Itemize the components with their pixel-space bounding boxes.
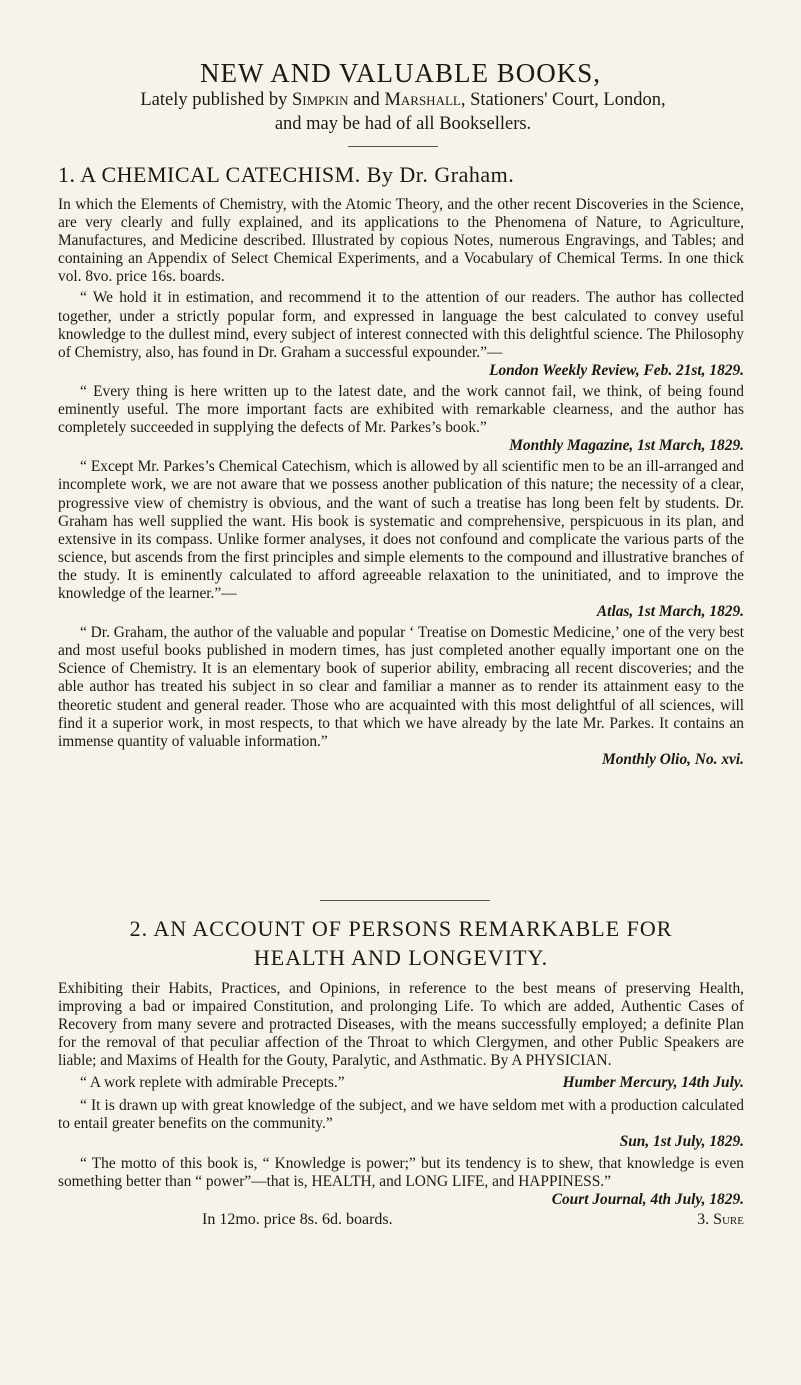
- publisher-line-2: and may be had of all Booksellers.: [274, 114, 532, 134]
- divider: [348, 146, 438, 147]
- publisher-line: [58, 88, 748, 136]
- catchword: 3. Sure: [697, 1211, 744, 1229]
- review-text: “ It is drawn up with great knowledge of the subject, and we have seldom met with a production calculated to entail greater benefits on the community.”: [58, 1096, 744, 1132]
- book-1-review-1: [58, 289, 744, 379]
- book-2-heading-line-1: 2. AN ACCOUNT OF PERSONS REMARKABLE FOR: [129, 916, 673, 941]
- review-source: London Weekly Review, Feb. 21st, 1829.: [489, 361, 744, 379]
- review-source: Sun, 1st July, 1829.: [619, 1132, 744, 1150]
- review-text: “ A work replete with admirable Precepts.”: [80, 1074, 345, 1092]
- publisher-marshall: Marshall,: [384, 90, 466, 110]
- lately-suffix: Stationers' Court, London,: [470, 90, 666, 110]
- book-1-review-2: [58, 383, 744, 455]
- book-2-review-2: [58, 1097, 744, 1151]
- lately-prefix: Lately published by: [140, 90, 288, 110]
- book-1-review-4: [58, 624, 744, 769]
- book-1-heading: 1. A CHEMICAL CATECHISM. By Dr. Graham.: [58, 162, 515, 187]
- review-source: Humber Mercury, 14th July.: [562, 1074, 744, 1092]
- book-2-review-3: [58, 1155, 744, 1209]
- publisher-line-1: [58, 88, 748, 112]
- review-text: “ The motto of this book is, “ Knowledge is power;” but its tendency is to shew, that knowledge is even something better than “ power”—that is, HEALTH, and LONG LIFE, and HAPPINESS.”: [58, 1154, 744, 1190]
- review-text: “ We hold it in estimation, and recommend it to the attention of our readers. The author has collected together, under a strictly popular form, and expressed in language the best calculated to convey useful knowledge to the dullest mind, every subject of interest connected with this delightful science. The Philosophy of Chemistry, also, has found in Dr. Graham a successful expounder.”—: [58, 289, 744, 361]
- review-source: Monthly Olio, No. xvi.: [602, 750, 744, 768]
- book-2-description: Exhibiting their Habits, Practices, and Opinions, in reference to the best means of preserving Health, improving a bad or impaired Constitution, and prolonging Life. To which are added, Authentic Cases of Recovery from many severe and protracted Diseases, with the means successfully employed; a definite Plan for the removal of that peculiar affection of the Throat to which Clergymen, and other Public Speakers are liable; and Maxims of Health for the Gouty, Paralytic, and Asthmatic. By A PHYSICIAN.: [58, 980, 744, 1070]
- book-1-description: In which the Elements of Chemistry, with the Atomic Theory, and the other recent Discoveries in the Science, are very clearly and fully explained, and its applications to the Phenomena of Nature, to Agriculture, Manufactures, and Medicine described. Illustrated by copious Notes, numerous Engravings, and Tables; and containing an Appendix of Select Chemical Experiments, and a Vocabulary of Chemical Terms. In one thick vol. 8vo. price 16s. boards.: [58, 196, 744, 286]
- publisher-simpkin: Simpkin: [291, 90, 349, 110]
- divider: [320, 900, 490, 901]
- book-2-heading-line-2: HEALTH AND LONGEVITY.: [253, 945, 549, 970]
- book-2-heading: [58, 914, 744, 972]
- book-2-price: In 12mo. price 8s. 6d. boards.: [202, 1211, 393, 1229]
- book-2-section: [58, 914, 744, 1231]
- review-text: “ Except Mr. Parkes’s Chemical Catechism, which is allowed by all scientific men to be an ill-arranged and incomplete work, we are not aware that we possess another publication of this nature; the necessity of a clear, progressive view of chemistry is obvious, and the want of such a treatise has long been felt by students. Dr. Graham has well supplied the want. His book is systematic and comprehensive, perspicuous in its plan, and extensive in its compass. Unlike former analyses, it does not confound and complicate the various parts of the science, but ascends from the first principles and simple elements to the compound and illustrative branches of the study. It is eminently calculated to afford agreeable relaxation to the uninitiated, and to improve the knowledge of the learner.”—: [58, 458, 744, 602]
- book-1-review-3: [58, 458, 744, 621]
- review-text: “ Dr. Graham, the author of the valuable and popular ‘ Treatise on Domestic Medicine,’ one of the very best and most useful books published in modern times, has just completed another equally important one on the Science of Chemistry. It is an elementary book of superior ability, embracing all recent discoveries; and the able author has treated his subject in so clear and familiar a manner as to render its attainment easy to the theoretic student and general reader. Those who are acquainted with this most delightful of all sciences, will find it a superior work, in most respects, to that which we have already by the late Mr. Parkes. It contains an immense quantity of valuable information.”: [58, 624, 744, 750]
- review-source: Atlas, 1st March, 1829.: [596, 603, 744, 621]
- publisher-and: and: [353, 90, 380, 110]
- review-source: Monthly Magazine, 1st March, 1829.: [509, 437, 744, 455]
- review-text: “ Every thing is here written up to the latest date, and the work cannot fail, we think, of being found eminently useful. The more important facts are exhibited with remarkable clearness, and the author has completely succeeded in supplying the defects of Mr. Parkes’s book.”: [58, 382, 744, 437]
- price-line: [58, 1211, 744, 1231]
- book-2-review-1: [58, 1074, 744, 1092]
- review-source: Court Journal, 4th July, 1829.: [551, 1191, 744, 1209]
- page-title: NEW AND VALUABLE BOOKS,: [199, 58, 602, 88]
- book-1-section: [58, 162, 744, 769]
